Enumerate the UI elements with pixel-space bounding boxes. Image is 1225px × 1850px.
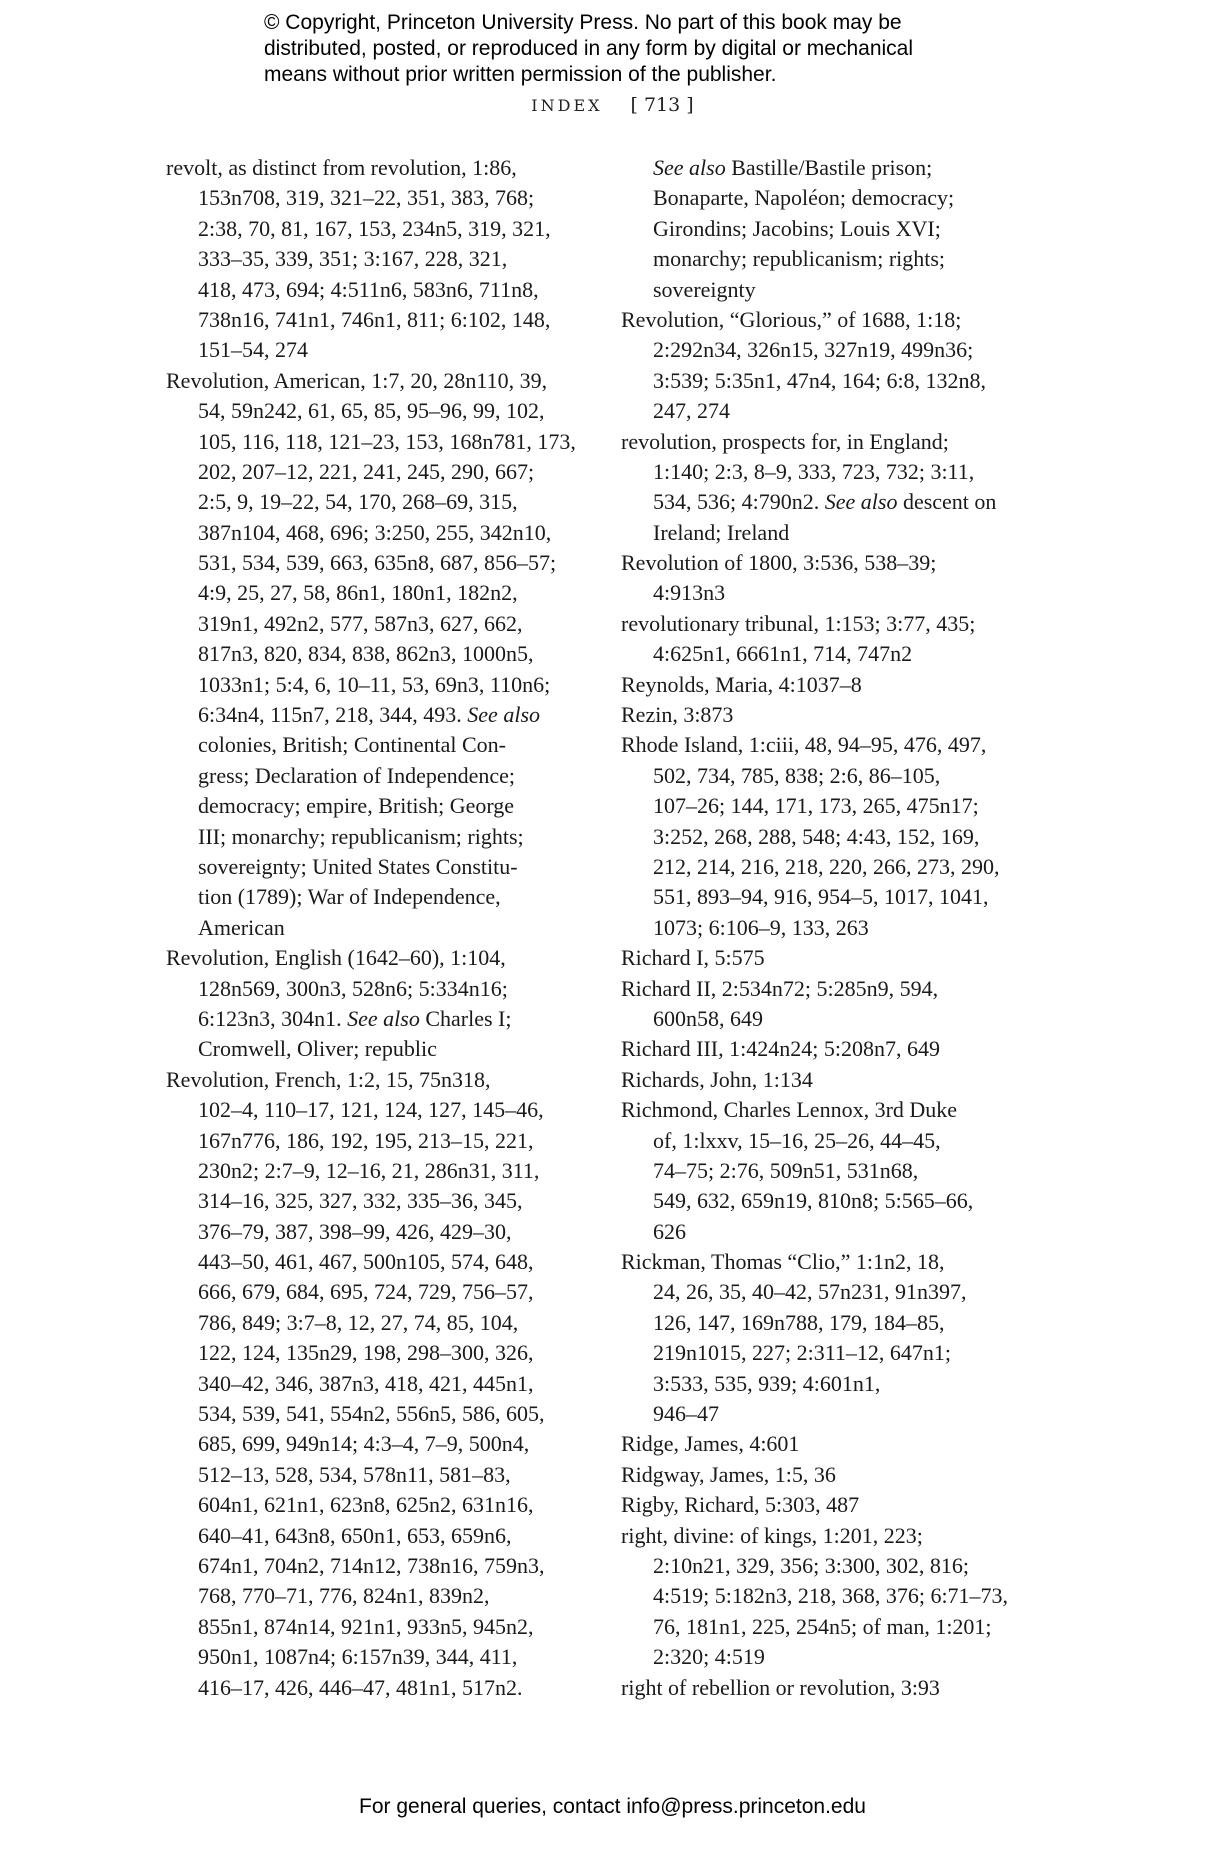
index-entry-line: 1073; 6:106–9, 133, 263 <box>653 914 869 940</box>
index-entry-line: Revolution, “Glorious,” of 1688, 1:18; <box>621 306 962 332</box>
index-entry-line: Revolution of 1800, 3:536, 538–39; <box>621 550 937 576</box>
index-entry-line: tion (1789); War of Independence, <box>198 884 501 910</box>
index-entry-line: right of rebellion or revolution, 3:93 <box>621 1674 940 1700</box>
index-entry-line: 674n1, 704n2, 714n12, 738n16, 759n3, <box>198 1552 545 1578</box>
index-entry-line <box>166 700 586 730</box>
index-column-right <box>621 153 1041 1703</box>
index-entry-line: 2:10n21, 329, 356; 3:300, 302, 816; <box>653 1552 969 1578</box>
index-entry-line: right, divine: of kings, 1:201, 223; <box>621 1522 923 1548</box>
index-entry-line: Revolution, French, 1:2, 15, 75n318, <box>166 1066 491 1092</box>
index-entry-line: 105, 116, 118, 121–23, 153, 168n781, 173, <box>198 428 576 454</box>
index-entry-line: 604n1, 621n1, 623n8, 625n2, 631n16, <box>198 1492 534 1518</box>
index-entry-line: 151–54, 274 <box>198 337 308 363</box>
index-entry-line: Rhode Island, 1:ciii, 48, 94–95, 476, 497, <box>621 732 987 758</box>
index-entry-line: 74–75; 2:76, 509n51, 531n68, <box>653 1157 919 1183</box>
index-entry-line: 4:519; 5:182n3, 218, 368, 376; 6:71–73, <box>653 1583 1009 1609</box>
index-entry-line: 6:123n3, 304n1. See also Charles I; <box>198 1005 512 1031</box>
index-entry-line: 107–26; 144, 171, 173, 265, 475n17; <box>653 793 979 819</box>
index-entry-line: 76, 181n1, 225, 254n5; of man, 1:201; <box>653 1613 992 1639</box>
index-entry-line: 2:38, 70, 81, 167, 153, 234n5, 319, 321, <box>198 215 551 241</box>
index-entry-line: 3:533, 535, 939; 4:601n1, <box>653 1370 881 1396</box>
entry-text: 6:123n3, 304n1. <box>198 1005 342 1031</box>
index-entry-line: 534, 539, 541, 554n2, 556n5, 586, 605, <box>198 1401 545 1427</box>
index-entry-line: sovereignty <box>653 276 756 302</box>
index-entry-line: Revolution, English (1642–60), 1:104, <box>166 945 506 971</box>
index-entry-line: Cromwell, Oliver; republic <box>198 1036 437 1062</box>
index-entry-line: 4:625n1, 6661n1, 714, 747n2 <box>653 641 913 667</box>
copyright-notice <box>264 10 1024 88</box>
copyright-line: distributed, posted, or reproduced in any form by digital or mechanical <box>264 37 914 60</box>
index-entry-line: 2:5, 9, 19–22, 54, 170, 268–69, 315, <box>198 489 518 515</box>
footer-contact: For general queries, contact info@press.princeton.edu <box>359 1795 866 1818</box>
index-entry-line: revolutionary tribunal, 1:153; 3:77, 435; <box>621 610 976 636</box>
see-also-label: See also <box>467 702 540 728</box>
index-entry-line: 626 <box>653 1218 686 1244</box>
index-entry-line: 512–13, 528, 534, 578n11, 581–83, <box>198 1461 511 1487</box>
index-entry-line: Rezin, 3:873 <box>621 702 734 728</box>
index-entry-line: 1:140; 2:3, 8–9, 333, 723, 732; 3:11, <box>653 458 975 484</box>
index-entry-line: 551, 893–94, 916, 954–5, 1017, 1041, <box>653 884 989 910</box>
index-entry-line: Reynolds, Maria, 4:1037–8 <box>621 671 862 697</box>
index-entry-line: of, 1:lxxv, 15–16, 25–26, 44–45, <box>653 1127 941 1153</box>
entry-text: Bastille/Bastile prison; <box>731 155 933 180</box>
index-entry-line: III; monarchy; republicanism; rights; <box>198 823 524 849</box>
index-entry-line: revolution, prospects for, in England; <box>621 428 949 454</box>
index-entry-line: 167n776, 186, 192, 195, 213–15, 221, <box>198 1127 534 1153</box>
index-entry-line: Richard III, 1:424n24; 5:208n7, 649 <box>621 1036 940 1062</box>
index-entry-line: 768, 770–71, 776, 824n1, 839n2, <box>198 1583 490 1609</box>
index-entry-line: 950n1, 1087n4; 6:157n39, 344, 411, <box>198 1644 518 1670</box>
index-entry-line: Revolution, American, 1:7, 20, 28n110, 39, <box>166 367 548 393</box>
index-entry-line: 502, 734, 785, 838; 2:6, 86–105, <box>653 762 941 788</box>
index-entry-line: Richard I, 5:575 <box>621 945 765 971</box>
index-entry-line <box>621 487 1041 517</box>
index-entry-line: 230n2; 2:7–9, 12–16, 21, 286n31, 311, <box>198 1157 540 1183</box>
index-entry-line: 126, 147, 169n788, 179, 184–85, <box>653 1309 945 1335</box>
index-entry-line: 418, 473, 694; 4:511n6, 583n6, 711n8, <box>198 276 539 302</box>
index-entry-line: 387n104, 468, 696; 3:250, 255, 342n10, <box>198 519 552 545</box>
index-entry-line: 549, 632, 659n19, 810n8; 5:565–66, <box>653 1188 974 1214</box>
index-entry-line: 416–17, 426, 446–47, 481n1, 517n2. <box>198 1674 523 1700</box>
index-entry-line: 685, 699, 949n14; 4:3–4, 7–9, 500n4, <box>198 1431 530 1457</box>
copyright-line: means without prior written permission of the publisher. <box>264 63 777 86</box>
index-entry-line: Richards, John, 1:134 <box>621 1066 813 1092</box>
index-entry-line: sovereignty; United States Constitu- <box>198 853 518 879</box>
index-entry-line: Ireland; Ireland <box>653 519 790 545</box>
index-entry-line: Richmond, Charles Lennox, 3rd Duke <box>621 1097 958 1123</box>
index-entry-line: 340–42, 346, 387n3, 418, 421, 445n1, <box>198 1370 534 1396</box>
index-entry-line: 24, 26, 35, 40–42, 57n231, 91n397, <box>653 1279 967 1305</box>
index-entry-line: 443–50, 461, 467, 500n105, 574, 648, <box>198 1249 534 1275</box>
index-entry-line: American <box>198 914 285 940</box>
index-entry-line: revolt, as distinct from revolution, 1:86, <box>166 155 517 180</box>
index-entry-line: 738n16, 741n1, 746n1, 811; 6:102, 148, <box>198 306 551 332</box>
index-entry-line: 102–4, 110–17, 121, 124, 127, 145–46, <box>198 1097 544 1123</box>
index-entry-line: 1033n1; 5:4, 6, 10–11, 53, 69n3, 110n6; <box>198 671 551 697</box>
index-entry-line: 600n58, 649 <box>653 1005 763 1031</box>
index-entry-line: 3:539; 5:35n1, 47n4, 164; 6:8, 132n8, <box>653 367 987 393</box>
index-entry-line: 212, 214, 216, 218, 220, 266, 273, 290, <box>653 853 1000 879</box>
index-entry-line: Richard II, 2:534n72; 5:285n9, 594, <box>621 975 939 1001</box>
index-entry-line: Girondins; Jacobins; Louis XVI; <box>653 215 941 241</box>
index-entry-line: 202, 207–12, 221, 241, 245, 290, 667; <box>198 458 535 484</box>
index-entry-line: Bonaparte, Napoléon; democracy; <box>653 185 955 211</box>
index-entry-line: 376–79, 387, 398–99, 426, 429–30, <box>198 1218 512 1244</box>
index-entry-line: Rickman, Thomas “Clio,” 1:1n2, 18, <box>621 1249 945 1275</box>
entry-text: 534, 536; 4:790n2. <box>653 489 820 515</box>
index-entry-line: colonies, British; Continental Con- <box>198 732 506 758</box>
index-entry-line: Ridgway, James, 1:5, 36 <box>621 1461 836 1487</box>
index-entry-line: 531, 534, 539, 663, 635n8, 687, 856–57; <box>198 550 557 576</box>
index-entry-line <box>621 153 1041 183</box>
see-also-label: See also <box>824 489 898 515</box>
index-entry-line: 2:292n34, 326n15, 327n19, 499n36; <box>653 337 974 363</box>
running-head <box>0 94 1225 116</box>
index-entry-line: 4:913n3 <box>653 580 726 606</box>
index-entry-line: 786, 849; 3:7–8, 12, 27, 74, 85, 104, <box>198 1309 519 1335</box>
index-entry-line: 855n1, 874n14, 921n1, 933n5, 945n2, <box>198 1613 534 1639</box>
index-entry-line: 4:9, 25, 27, 58, 86n1, 180n1, 182n2, <box>198 580 518 606</box>
index-entry-line: monarchy; republicanism; rights; <box>653 246 946 272</box>
index-entry-line: gress; Declaration of Independence; <box>198 762 516 788</box>
index-entry-line: 3:252, 268, 288, 548; 4:43, 152, 169, <box>653 823 980 849</box>
entry-text: descent on <box>902 489 997 515</box>
index-entry-line: 666, 679, 684, 695, 724, 729, 756–57, <box>198 1279 534 1305</box>
index-entry-line: 219n1015, 227; 2:311–12, 647n1; <box>653 1340 952 1366</box>
page-number: [ 713 ] <box>630 94 694 116</box>
index-entry-line: 153n708, 319, 321–22, 351, 383, 768; <box>198 185 535 211</box>
index-entry-line: 128n569, 300n3, 528n6; 5:334n16; <box>198 975 508 1001</box>
index-entry-line: 319n1, 492n2, 577, 587n3, 627, 662, <box>198 610 523 636</box>
entry-text: 6:34n4, 115n7, 218, 344, 493. <box>198 702 462 728</box>
index-entry-line: democracy; empire, British; George <box>198 793 515 819</box>
index-entry-line: 640–41, 643n8, 650n1, 653, 659n6, <box>198 1522 512 1548</box>
index-entry-line: 333–35, 339, 351; 3:167, 228, 321, <box>198 246 508 272</box>
index-entry-line: 946–47 <box>653 1401 719 1427</box>
index-entry-line: 817n3, 820, 834, 838, 862n3, 1000n5, <box>198 641 534 667</box>
index-entry-line: Ridge, James, 4:601 <box>621 1431 800 1457</box>
index-entry-line: 314–16, 325, 327, 332, 335–36, 345, <box>198 1188 523 1214</box>
index-entry-line: Rigby, Richard, 5:303, 487 <box>621 1492 860 1518</box>
see-also-label: See also <box>347 1005 420 1031</box>
index-entry-line: 2:320; 4:519 <box>653 1644 765 1670</box>
index-entry-line: 54, 59n242, 61, 65, 85, 95–96, 99, 102, <box>198 398 545 424</box>
running-head-label: INDEX <box>531 96 603 115</box>
index-entry-line: 122, 124, 135n29, 198, 298–300, 326, <box>198 1340 534 1366</box>
index-entry-line: 247, 274 <box>653 398 730 424</box>
index-column-left <box>166 153 586 1703</box>
see-also-label: See also <box>653 155 726 180</box>
copyright-line: © Copyright, Princeton University Press. No part of this book may be <box>264 11 902 34</box>
